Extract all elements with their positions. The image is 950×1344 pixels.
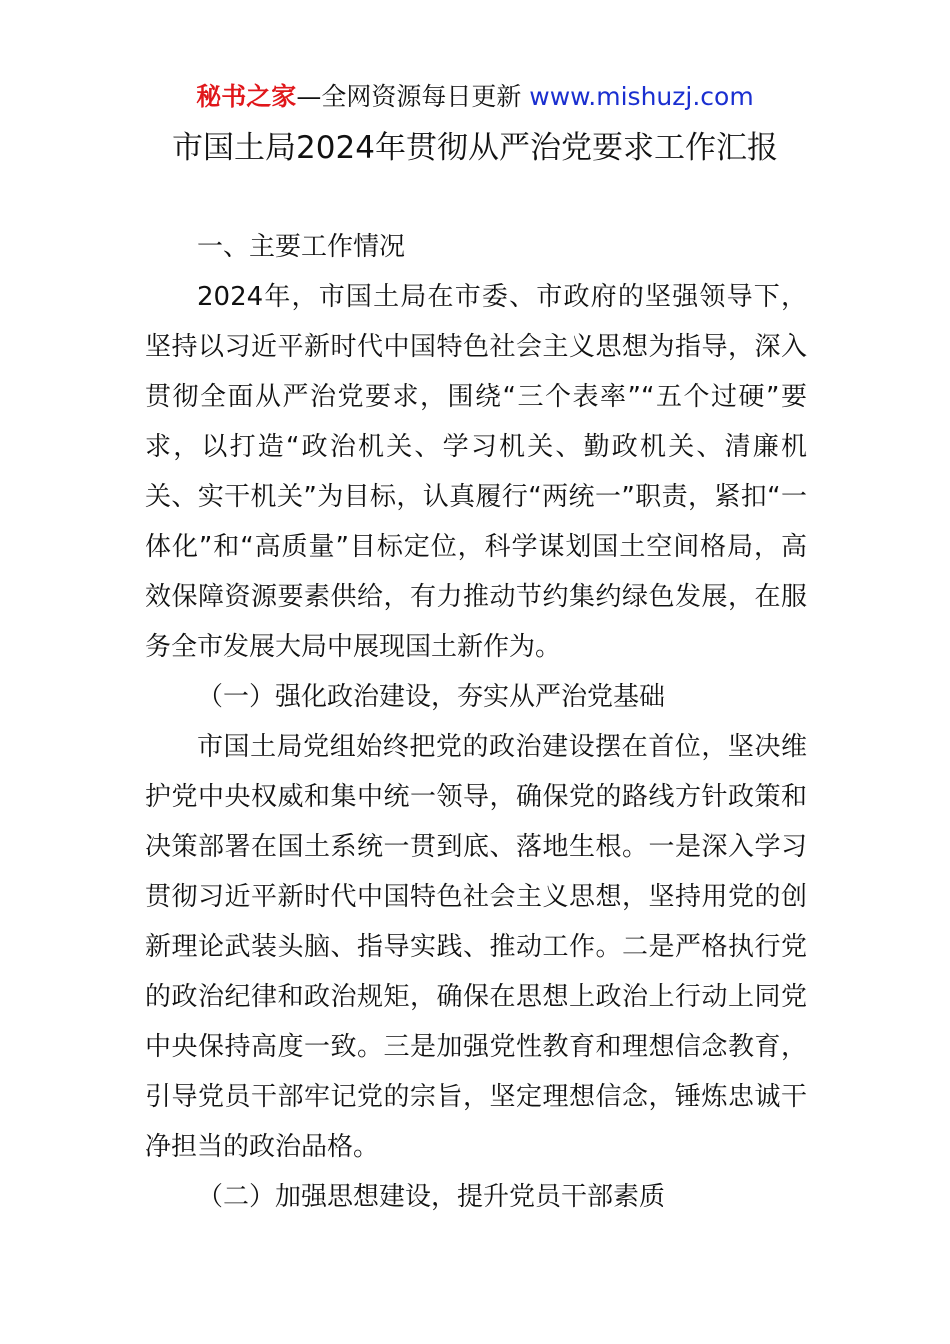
site-header — [0, 80, 950, 114]
site-brand: 秘书之家 — [196, 82, 297, 111]
subsection-heading: （二）加强思想建设，提升党员干部素质 — [197, 1182, 666, 1212]
site-slogan: —全网资源每日更新 — [296, 82, 530, 111]
document-title: 市国土局2024年贯彻从严治党要求工作汇报 — [172, 130, 778, 166]
body-paragraph: 市国土局党组始终把党的政治建设摆在首位，坚决维护党中央权威和集中统一领导，确保党的路线方针政策和决策部署在国土系统一贯到底、落地生根。一是深入学习贯彻习近平新时代中国特色社会主义思想，坚持用党的创新理论武装头脑、指导实践、推动工作。二是严格执行党的政治纪律和政治规矩，确保在思想上政治上行动上同党中央保持高度一致。三是加强党性教育和理想信念教育，引导党员干部牢记党的宗旨，坚定理想信念，锤炼忠诚干净担当的政治品格。 — [145, 732, 807, 1162]
document-body — [145, 222, 807, 1222]
body-paragraph: 2024年，市国土局在市委、市政府的坚强领导下，坚持以习近平新时代中国特色社会主义思想为指导，深入贯彻全面从严治党要求，围绕“三个表率”“五个过硬”要求，以打造“政治机关、学习机关、勤政机关、清廉机关、实干机关”为目标，认真履行“两统一”职责，紧扣“一体化”和“高质量”目标定位，科学谋划国土空间格局，高效保障资源要素供给，有力推动节约集约绿色发展，在服务全市发展大局中展现国土新作为。 — [145, 282, 807, 662]
section-heading: 一、主要工作情况 — [197, 232, 406, 262]
subsection-heading: （一）强化政治建设，夯实从严治党基础 — [197, 682, 666, 712]
site-url-link[interactable]: www.mishuzj.com — [529, 82, 754, 111]
